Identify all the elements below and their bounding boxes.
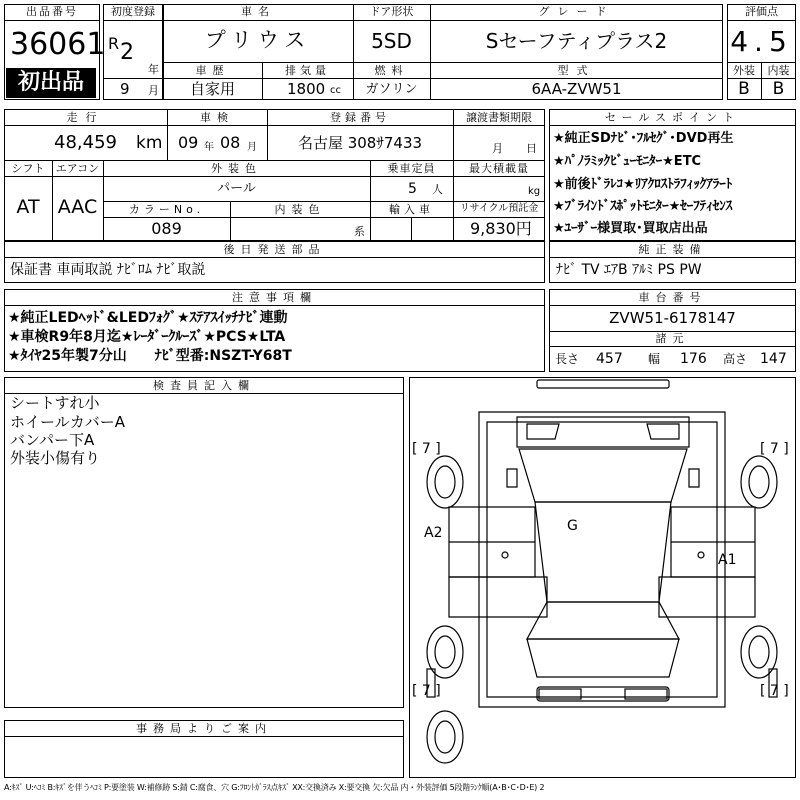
insp-month-unit: 月 bbox=[247, 142, 257, 153]
tire-front-right-depth: [ 7 ] bbox=[760, 441, 789, 457]
car-name: プリウス bbox=[204, 28, 312, 52]
insp-year: 09 bbox=[178, 133, 199, 152]
grade-label: グレード bbox=[538, 5, 615, 18]
exterior-grade: B bbox=[738, 79, 750, 99]
first-reg-era: R bbox=[108, 34, 120, 53]
history: 自家用 bbox=[189, 80, 235, 98]
later-items-label: 後日発送部品 bbox=[223, 243, 326, 256]
int-color-label: 内装色 bbox=[274, 203, 326, 216]
history-label: 車歴 bbox=[195, 64, 230, 77]
import-label: 輸入車 bbox=[389, 203, 434, 216]
first-reg-label: 初度登録 bbox=[111, 5, 155, 18]
ext-color-label: 外装色 bbox=[211, 162, 262, 175]
inspection-label: 車検 bbox=[200, 111, 234, 124]
selling-point: ★純正SDﾅﾋﾞ･ﾌﾙｾｸﾞ･DVD再生 bbox=[553, 131, 734, 146]
displacement-unit: cc bbox=[330, 85, 341, 96]
width-value: 176 bbox=[680, 351, 707, 367]
recycle-fee: 9,830円 bbox=[470, 219, 532, 238]
height-label: 高さ bbox=[723, 352, 748, 366]
tire-front-left-icon bbox=[427, 456, 463, 508]
legend-text: A:ｷｽﾞ U:ﾍｺﾐ B:ｷｽﾞを伴うﾍｺﾐ P:要塗装 W:補修跡 S:錆 C:腐食、穴 G:ﾌﾛﾝﾄｶﾞﾗｽ点ｷｽﾞ XX:交換済み X:要交換 欠:欠品 内・外装評価 5段階ﾗﾝｸ順(A･B･C･D･E) 2 bbox=[4, 783, 545, 792]
inspector-label: 検査員記入欄 bbox=[153, 379, 255, 392]
car-name-label: 車名 bbox=[241, 5, 275, 18]
displacement: 1800 bbox=[287, 80, 326, 98]
first-listing-badge: 初出品 bbox=[6, 68, 96, 98]
shift: AT bbox=[16, 196, 40, 218]
office-label: 事務局よりご案内 bbox=[136, 722, 272, 735]
height-value: 147 bbox=[760, 351, 787, 367]
lot-number-label: 出品番号 bbox=[26, 5, 78, 18]
selling-point: ★前後ﾄﾞﾗﾚｺ★ﾘｱｸﾛｽﾄﾗﾌｨｯｸｱﾗｰﾄ bbox=[553, 177, 733, 192]
mileage-label: 走行 bbox=[66, 111, 105, 124]
chassis-number: ZVW51-6178147 bbox=[609, 309, 736, 327]
car-diagram bbox=[409, 377, 796, 778]
length-value: 457 bbox=[596, 351, 623, 367]
selling-point: ★ﾊﾟﾉﾗﾐｯｸﾋﾞｭｰﾓﾆﾀｰ★ETC bbox=[553, 154, 702, 169]
int-color-unit: 系 bbox=[354, 225, 365, 238]
score: 4.5 bbox=[730, 25, 793, 58]
note-line: ★車検R9年8月迄★ﾚｰﾀﾞｰｸﾙｰｽﾞ★PCS★LTA bbox=[8, 329, 286, 345]
exterior-label: 外装 bbox=[733, 64, 755, 77]
mileage-unit: km bbox=[136, 133, 163, 153]
selling-point: ★ﾕｰｻﾞｰ様買取･買取店出品 bbox=[553, 221, 708, 236]
tire-rear-left-icon bbox=[427, 626, 463, 678]
length-label: 長さ bbox=[555, 352, 580, 366]
capacity-label: 乗車定員 bbox=[387, 162, 436, 175]
transfer-deadline-label: 譲渡書類期限 bbox=[466, 111, 532, 124]
fuel-label: 燃料 bbox=[374, 64, 409, 77]
color-no: 089 bbox=[151, 219, 182, 238]
first-reg-year-unit: 年 bbox=[148, 63, 159, 76]
capacity-unit: 人 bbox=[432, 183, 443, 196]
recycle-label: リサイクル預託金 bbox=[459, 203, 539, 214]
first-reg-year: 2 bbox=[120, 40, 134, 65]
chassis-label: 車台番号 bbox=[638, 291, 707, 304]
ext-color: パール bbox=[217, 181, 256, 196]
door-type-label: ドア形状 bbox=[369, 5, 414, 18]
plate-number: 名古屋 308ｻ7433 bbox=[297, 134, 423, 152]
insp-year-unit: 年 bbox=[204, 142, 214, 153]
grade: Sセーフティプラス2 bbox=[485, 29, 668, 53]
tire-front-right-icon bbox=[741, 456, 777, 508]
color-no-label: カラーNo. bbox=[128, 203, 205, 216]
lot-number: 36061 bbox=[10, 27, 106, 62]
note-line: ★純正LEDﾍｯﾄﾞ&LEDﾌｫｸﾞ★ｽﾃｱｽｲｯﾁﾅﾋﾞ連動 bbox=[8, 310, 288, 326]
mileage: 48,459 bbox=[54, 132, 117, 153]
note-line: ★ﾀｲﾔ25年製7分山 ﾅﾋﾞ型番:NSZT-Y68T bbox=[8, 348, 292, 364]
genuine-equipment-label: 純正装備 bbox=[638, 243, 707, 256]
model-code: 6AA-ZVW51 bbox=[531, 80, 622, 98]
insp-month: 08 bbox=[220, 133, 241, 152]
inspector-note: バンパー下A bbox=[10, 431, 95, 449]
genuine-equipment: ﾅﾋﾞ TV ｴｱB ｱﾙﾐ PS PW bbox=[556, 262, 702, 278]
fuel: ガソリン bbox=[365, 82, 418, 97]
interior-label: 内装 bbox=[767, 64, 790, 77]
transfer-day-unit: 日 bbox=[526, 142, 537, 155]
notes-label: 注意事項欄 bbox=[232, 291, 317, 304]
spare-tire-icon bbox=[427, 711, 463, 763]
selling-point: ★ﾌﾞﾗｲﾝﾄﾞｽﾎﾟｯﾄﾓﾆﾀｰ★ｾｰﾌﾃｨｾﾝｽ bbox=[553, 199, 733, 214]
plate-label: 登録番号 bbox=[330, 111, 390, 124]
shift-label: シフト bbox=[11, 162, 45, 175]
first-reg-month-unit: 月 bbox=[148, 84, 159, 97]
tire-rear-right-depth: [ 7 ] bbox=[760, 683, 789, 699]
tire-front-left-depth: [ 7 ] bbox=[412, 441, 441, 457]
first-reg-month: 9 bbox=[120, 80, 130, 98]
score-label: 評価点 bbox=[745, 5, 778, 18]
displacement-label: 排気量 bbox=[285, 64, 330, 77]
capacity: 5 bbox=[408, 181, 417, 197]
specs-label: 諸元 bbox=[655, 332, 690, 345]
aircon-label: エアコン bbox=[55, 162, 100, 175]
interior-grade: B bbox=[772, 79, 785, 99]
inspector-note: 外装小傷有り bbox=[10, 449, 101, 467]
damage-mark-glass: G bbox=[567, 518, 578, 534]
details-box bbox=[4, 109, 545, 241]
model-code-label: 型式 bbox=[557, 64, 596, 77]
damage-mark-left: A2 bbox=[424, 525, 443, 541]
inspector-note: シートすれ小 bbox=[10, 394, 100, 412]
inspector-note: ホイールカバーA bbox=[10, 413, 125, 431]
selling-points-label: セールスポイント bbox=[604, 111, 740, 124]
max-load-unit: kg bbox=[528, 186, 541, 197]
max-load-label: 最大積載量 bbox=[469, 162, 529, 175]
width-label: 幅 bbox=[648, 352, 661, 366]
transfer-month-unit: 月 bbox=[492, 142, 503, 155]
aircon: AAC bbox=[57, 196, 98, 218]
tire-rear-left-depth: [ 7 ] bbox=[412, 683, 441, 699]
damage-mark-right: A1 bbox=[718, 552, 737, 568]
tire-rear-right-icon bbox=[741, 626, 777, 678]
later-items: 保証書 車両取説 ﾅﾋﾞﾛﾑ ﾅﾋﾞ取説 bbox=[10, 262, 206, 278]
door-type: 5SD bbox=[371, 29, 412, 53]
